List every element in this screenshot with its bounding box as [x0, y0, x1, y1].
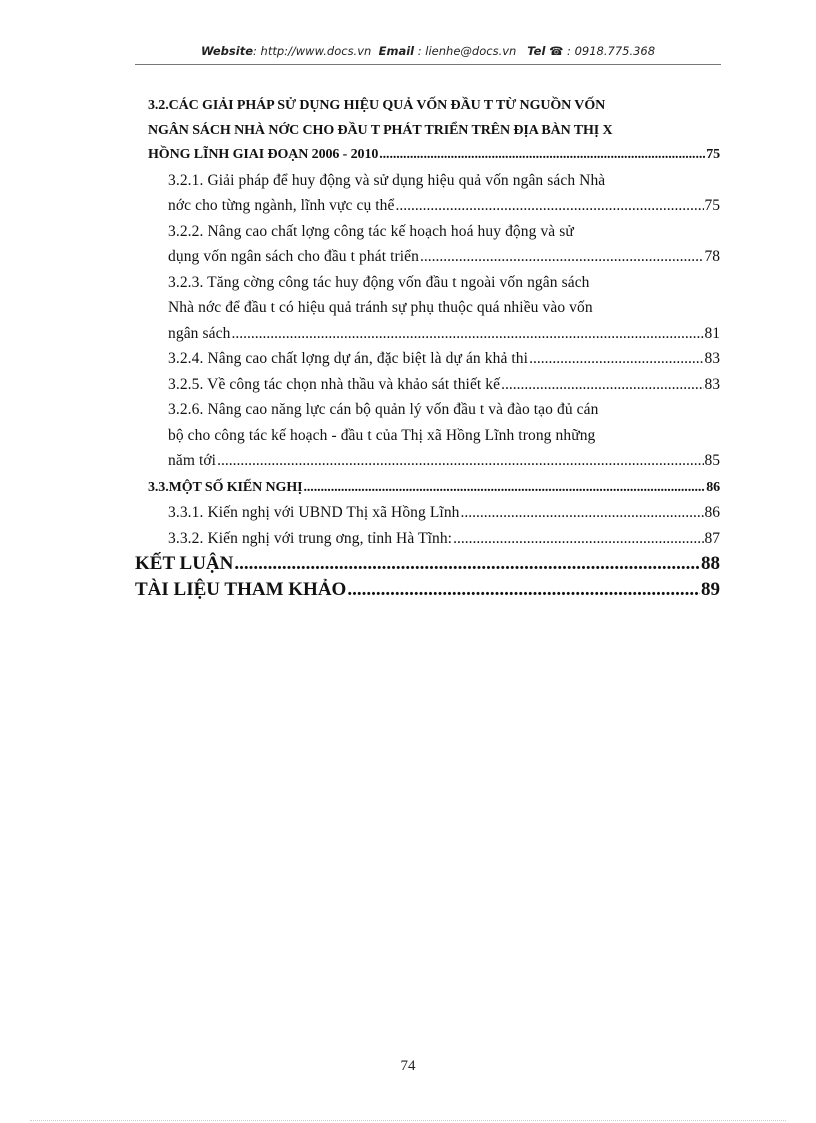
table-of-contents: [135, 94, 720, 603]
dot-leader: [234, 551, 700, 577]
page-number: 74: [400, 1058, 416, 1074]
toc-entry-3-2-5[interactable]: [168, 372, 720, 398]
dot-leader: [453, 526, 703, 552]
dot-leader: [396, 193, 704, 219]
toc-entry-3-2-line1: 3.2.CÁC GIẢI PHÁP SỬ DỤNG HIỆU QUẢ VỐN ĐẦU T TỪ NGUỒN VỐN: [148, 98, 606, 113]
toc-entry-3-3[interactable]: [148, 476, 720, 501]
toc-entry-3-2-line3: HỒNG LĨNH GIAI ĐOẠN 2006 - 2010: [148, 147, 379, 162]
header-divider: [135, 64, 721, 65]
toc-entry-3-2[interactable]: [148, 94, 720, 168]
dot-leader: [304, 476, 706, 501]
website-value[interactable]: : http://www.docs.vn: [253, 44, 372, 58]
website-label: Website: [200, 44, 254, 58]
email-label: Email: [378, 44, 415, 58]
toc-conclusion-title: KẾT LUẬN: [135, 553, 234, 574]
page-bottom-border: [30, 1120, 786, 1121]
toc-entry-references[interactable]: [135, 577, 720, 603]
toc-entry-conclusion[interactable]: [135, 551, 720, 577]
toc-page-number: 83: [704, 350, 720, 367]
toc-entry-3-2-1-line2: nớc cho từng ngành, lĩnh vực cụ thể: [168, 197, 395, 214]
page-header: [135, 44, 721, 58]
toc-page-number: 75: [706, 147, 720, 162]
toc-entry-3-2-6-line1: 3.2.6. Nâng cao năng lực cán bộ quản lý vốn đầu t và đào tạo đủ cán: [168, 401, 599, 418]
toc-page-number: 89: [701, 579, 720, 600]
toc-entry-3-3-2[interactable]: [168, 526, 720, 552]
toc-entry-3-2-3-line3: ngân sách: [168, 324, 231, 342]
dot-leader: [217, 448, 703, 474]
toc-page-number: 88: [701, 553, 720, 574]
toc-entry-3-2-5-line1: 3.2.5. Về công tác chọn nhà thầu và khảo sát thiết kế: [168, 375, 501, 393]
dot-leader: [529, 346, 703, 372]
dot-leader: [420, 244, 704, 270]
toc-entry-3-2-6-line3: năm tới: [168, 452, 217, 469]
toc-page-number: 78: [704, 248, 720, 265]
toc-entry-3-2-4-line1: 3.2.4. Nâng cao chất lợng dự án, đặc biệt là dự án khả thi: [168, 350, 529, 367]
toc-page-number: 75: [704, 197, 720, 214]
toc-page-number: 85: [704, 452, 720, 469]
toc-entry-3-2-2-line2: dụng vốn ngân sách cho đầu t phát triển: [168, 248, 419, 265]
toc-entry-3-3-line1: 3.3.MỘT SỐ KIẾN NGHỊ: [148, 479, 303, 495]
toc-entry-3-2-1[interactable]: [168, 168, 720, 219]
toc-entry-3-2-1-line1: 3.2.1. Giải pháp để huy động và sử dụng hiệu quả vốn ngân sách Nhà: [168, 171, 606, 189]
toc-entry-3-2-2-line1: 3.2.2. Nâng cao chất lợng công tác kế hoạch hoá huy động và sử: [168, 222, 574, 240]
toc-page-number: 86: [704, 504, 720, 521]
toc-page-number: 86: [706, 479, 720, 495]
toc-page-number: 87: [704, 529, 720, 547]
toc-entry-3-2-3-line2: Nhà nớc để đầu t có hiệu quả tránh sự phụ thuộc quá nhiều vào vốn: [168, 299, 593, 316]
dot-leader: [501, 372, 703, 398]
toc-page-number: 83: [704, 375, 720, 393]
toc-references-title: TÀI LIỆU THAM KHẢO: [135, 579, 347, 600]
toc-entry-3-2-3-line1: 3.2.3. Tăng cờng công tác huy động vốn đầu t ngoài vốn ngân sách: [168, 273, 590, 291]
toc-entry-3-2-line2: NGÂN SÁCH NHÀ NỚC CHO ĐẦU T PHÁT TRIỂN TRÊN ĐỊA BÀN THỊ X: [148, 122, 613, 138]
toc-entry-3-3-1[interactable]: [168, 500, 720, 526]
toc-entry-3-2-3[interactable]: [168, 270, 720, 347]
dot-leader: [379, 143, 705, 168]
tel-value: : 0918.775.368: [567, 44, 656, 58]
toc-entry-3-2-4[interactable]: [168, 346, 720, 372]
dot-leader: [461, 500, 704, 526]
dot-leader: [231, 321, 703, 347]
phone-icon: ☎: [549, 44, 564, 58]
tel-label: Tel: [527, 44, 546, 58]
toc-page-number: 81: [704, 324, 720, 342]
email-value[interactable]: : lienhe@docs.vn: [417, 44, 517, 58]
dot-leader: [347, 577, 700, 603]
toc-entry-3-3-2-line1: 3.3.2. Kiến nghị với trung ơng, tỉnh Hà Tĩnh:: [168, 529, 453, 547]
toc-entry-3-2-6-line2: bộ cho công tác kế hoạch - đầu t của Thị xã Hồng Lĩnh trong những: [168, 426, 596, 444]
toc-entry-3-2-2[interactable]: [168, 219, 720, 270]
toc-entry-3-2-6[interactable]: [168, 397, 720, 474]
toc-entry-3-3-1-line1: 3.3.1. Kiến nghị với UBND Thị xã Hồng Lĩnh: [168, 504, 460, 521]
